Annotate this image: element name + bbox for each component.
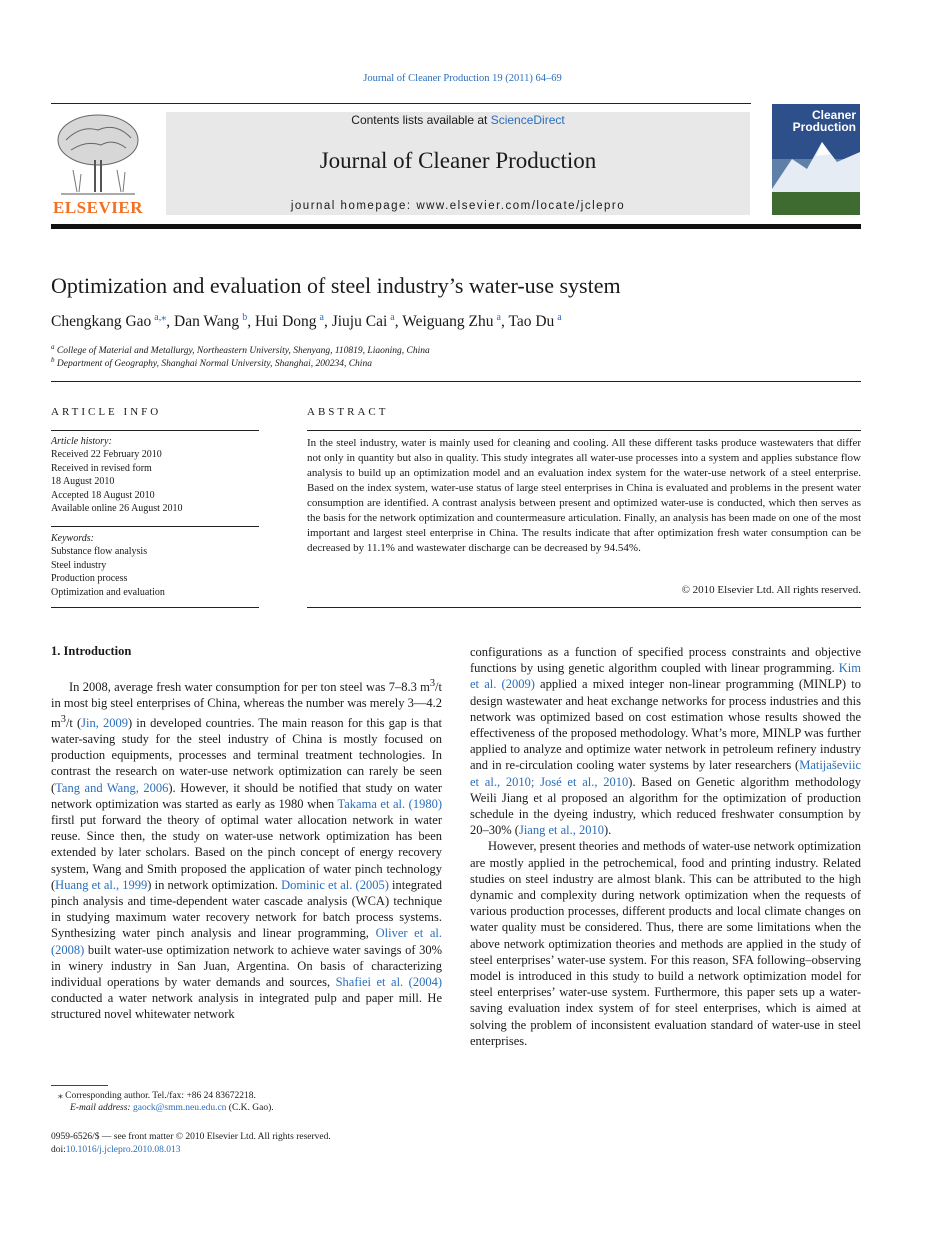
abstract-copyright: © 2010 Elsevier Ltd. All rights reserved.: [681, 584, 861, 596]
body-column-left: [51, 676, 442, 1023]
article-info-rule-mid: [51, 526, 259, 527]
journal-homepage: [166, 200, 750, 212]
text-run: built water-use optimization network to achieve water savings of 30% in winery industry in San Juan, Argentina. On basis of characterizing individual operations by water demands and sources,: [51, 942, 442, 989]
author-name: Weiguang Zhu: [402, 313, 494, 331]
abstract-rule-top: [307, 430, 861, 431]
article-info-rule-top: [51, 430, 259, 431]
affiliation-a-text: College of Material and Metallurgy, Northeastern University, Shenyang, 110819, Liaoning, China: [56, 346, 430, 357]
contents-line: [166, 113, 750, 127]
paragraph: However, present theories and methods of water-use network optimization are mostly applied in the petrochemical, food and printing industry. Related studies on steel industry are almost blank. This can be attributed to the high dynamic and complexity during network optimization when the requests of various production processes, different products and local climate changes on water quality must be considered. Thus, there are some limitations when the above network optimization theories and methods are applied in the study of steel enterprises’ water-use system. For this reason, SFA following–observing model is introduced in this study to build a network optimization model for steel enterprises’ water-use system. Furthermore, this paper sets up a water-saving evaluation index system of for steel enterprises, which is aimed at solving the problem of inconsistent evaluation standard of water-use in steel enterprises.: [470, 839, 861, 1048]
keyword-item: Substance flow analysis: [51, 546, 148, 558]
superscript: 3: [60, 713, 66, 725]
history-item: Received in revised form: [51, 462, 152, 474]
text-run: ). Based on Genetic algorithm methodology Weili Jiang et al proposed an algorithm for the optimization of production schedule in the dyeing industry, which reduced freshwater consumption by 20–30% (: [470, 774, 861, 838]
superscript: 3: [429, 678, 436, 689]
corresponding-text: Corresponding author. Tel./fax: +86 24 83672218.: [65, 1091, 256, 1101]
footnote-rule: [51, 1085, 108, 1086]
doi-link[interactable]: 10.1016/j.jclepro.2010.08.013: [65, 1145, 181, 1155]
text-run: firstl put forward the theory of optimal water allocation network in water reuse. Since then, the study on water-use network optimization has been extended by later scholars. Based on the pinch concept of energy recovery system, Wang and Smith proposed the application of water pinch technology (: [51, 812, 442, 892]
paragraph: [51, 676, 442, 1023]
history-item: 18 August 2010: [51, 476, 115, 488]
affiliation-b-marker: b: [51, 356, 55, 364]
top-rule: [51, 103, 751, 104]
email-suffix: (C.K. Gao).: [226, 1103, 274, 1113]
author-affiliation-marker[interactable]: b: [242, 312, 248, 323]
abstract-text: In the steel industry, water is mainly used for cleaning and cooling. All these different tasks produce wastewaters that differ not only in quantity but also in quality. This study integrates all water-use processes into a system and applies substance flow analysis to build up an optimization model and an evaluation index system for the water-use network of a steel enterprise. Based on the index system, water-use status of large steel enterprises in China is evaluated and problems in the present water consumption are identified. A contrast analysis between present and optimized water-use is conducted, which then serves as the basis for the network optimization and countermeasure articulation. Finally, an analysis has been made on one of the most important and largest steel enterprise in China. The results indicate that after optimization fresh water consumption can be decreased by 11.1% and wastewater discharge can be decreased by 94.54%.: [307, 437, 861, 554]
running-head[interactable]: Journal of Cleaner Production 19 (2011) 64–69: [363, 73, 562, 84]
author-name: Chengkang Gao: [51, 313, 152, 331]
author-separator: ,: [323, 313, 332, 331]
citation-link[interactable]: Takama et al. (1980): [337, 796, 442, 811]
author-affiliation-marker[interactable]: a: [390, 312, 395, 323]
author-name: Hui Dong: [254, 313, 317, 331]
author-affiliation-marker[interactable]: a,⁎: [154, 312, 167, 323]
author-affiliation-marker[interactable]: a: [496, 312, 501, 323]
doi-prefix: doi:: [51, 1145, 66, 1155]
email-label: E-mail address:: [70, 1103, 133, 1113]
author-name: Jiuju Cai: [331, 313, 388, 331]
keyword-item: Steel industry: [51, 559, 107, 571]
text-run: applied a mixed integer non-linear programming (MINLP) to design wastewater and heat exchange networks for process industries and this network was optimized based on cost estimation whose results showed the effectiveness of the proposed methodology. What’s more, MINLP was further applied to analyze and optimize water network in petroleum refinery industry and in re-circulation cooling water systems by later researchers (: [470, 677, 861, 773]
text-run: integrated pinch analysis and time-dependent water cascade analysis (WCA) technique in studying maximum water recovery network for batch process systems. Synthesizing water pinch analysis and linear programming,: [51, 877, 442, 941]
author-separator: ,: [500, 313, 509, 331]
keywords-label: Keywords:: [51, 533, 94, 544]
homepage-link[interactable]: www.elsevier.com/locate/jclepro: [416, 200, 626, 212]
affiliation-a-marker: a: [51, 343, 55, 351]
author-separator: ,: [394, 313, 403, 331]
keyword-item: Optimization and evaluation: [51, 586, 165, 598]
journal-cover-mountain-icon: [772, 104, 860, 215]
history-item: Accepted 18 August 2010: [51, 489, 155, 501]
text-run: configurations as a function of specified process constraints and objective functions by using genetic algorithm coupled with linear programming.: [470, 645, 861, 676]
history-item: Received 22 February 2010: [51, 449, 162, 461]
text-run: ).: [604, 823, 612, 838]
article-history: [51, 435, 259, 515]
body-column-right: [470, 644, 861, 1049]
paragraph: [470, 644, 861, 838]
text-run: /t (: [65, 715, 82, 730]
author-list: [51, 312, 562, 331]
text-run: ) in network optimization.: [147, 877, 282, 892]
author-affiliation-marker[interactable]: a: [557, 312, 562, 323]
history-label: Article history:: [51, 436, 112, 447]
section-1-heading: 1. Introduction: [51, 644, 132, 658]
abstract-heading: ABSTRACT: [307, 406, 389, 418]
sciencedirect-link[interactable]: ScienceDirect: [490, 113, 565, 127]
article-title: Optimization and evaluation of steel industry’s water-use system: [51, 273, 621, 298]
footnote-marker: ⁎: [58, 1091, 63, 1101]
author-name: Dan Wang: [174, 313, 240, 331]
citation-link[interactable]: Jiang et al., 2010: [518, 823, 605, 838]
history-item: Available online 26 August 2010: [51, 503, 183, 515]
cover-title-line2: Production: [792, 120, 856, 134]
doi-line: [51, 1145, 181, 1155]
section-rule: [51, 381, 861, 382]
email-note: [70, 1103, 274, 1113]
author-separator: ,: [247, 313, 255, 331]
cover-title-line1: Cleaner: [811, 108, 856, 122]
affiliation-b-text: Department of Geography, Shanghai Normal University, Shanghai, 200234, China: [56, 359, 372, 370]
text-run: ). However, it should be notified that study on water network optimization was started as early as 1980 when: [51, 780, 442, 811]
author-name: Tao Du: [508, 313, 555, 331]
journal-title: Journal of Cleaner Production: [319, 148, 597, 173]
keywords: [51, 532, 259, 599]
homepage-prefix: journal homepage:: [290, 200, 417, 212]
citation-link[interactable]: Oliver et al. (2008): [51, 926, 442, 957]
citation-link[interactable]: Tang and Wang, 2006: [55, 780, 169, 795]
text-run: In 2008, average fresh water consumption for per ton steel was 7–8.3 m: [69, 680, 430, 695]
corresponding-author-note: [58, 1090, 256, 1101]
publisher-wordmark: ELSEVIER: [53, 198, 143, 217]
affiliation-b: [51, 356, 372, 369]
citation-link[interactable]: Huang et al., 1999: [55, 877, 148, 892]
affiliation-a: [51, 343, 430, 356]
citation-link[interactable]: Jin, 2009: [81, 715, 128, 730]
citation-link[interactable]: Matijaševiic et al., 2010; José et al., 2010: [470, 758, 861, 789]
article-info-rule-bottom: [51, 607, 259, 608]
cover-title: [793, 109, 856, 133]
issn-line: 0959-6526/$ — see front matter © 2010 Elsevier Ltd. All rights reserved.: [51, 1132, 331, 1142]
abstract-rule-bottom: [307, 607, 861, 608]
header-thick-rule: [51, 224, 861, 229]
text-run: conducted a water network analysis in integrated pulp and paper mill. He structured novel whitewater network: [51, 991, 442, 1022]
citation-link[interactable]: Kim et al. (2009): [470, 661, 861, 692]
keyword-item: Production process: [51, 573, 128, 585]
contents-prefix: Contents lists available at: [351, 113, 491, 127]
citation-link[interactable]: Dominic et al. (2005): [281, 877, 389, 892]
author-affiliation-marker[interactable]: a: [319, 312, 324, 323]
author-separator: ,: [166, 313, 174, 331]
email-link[interactable]: gaock@smm.neu.edu.cn: [132, 1103, 227, 1113]
citation-link[interactable]: Shafiei et al. (2004): [335, 974, 442, 989]
text-run: /t in most big steel enterprises of China, whereas the number was merely 3—4.2 m: [51, 680, 442, 730]
text-run: ) in developed countries. The main reason for this gap is that water-saving study for the steel industry of China is mostly focused on production equipments, processes and terminal treatment technologies. In contrast the research on water-use network optimization can rarely be seen (: [51, 715, 443, 795]
article-info-heading: ARTICLE INFO: [51, 406, 162, 418]
